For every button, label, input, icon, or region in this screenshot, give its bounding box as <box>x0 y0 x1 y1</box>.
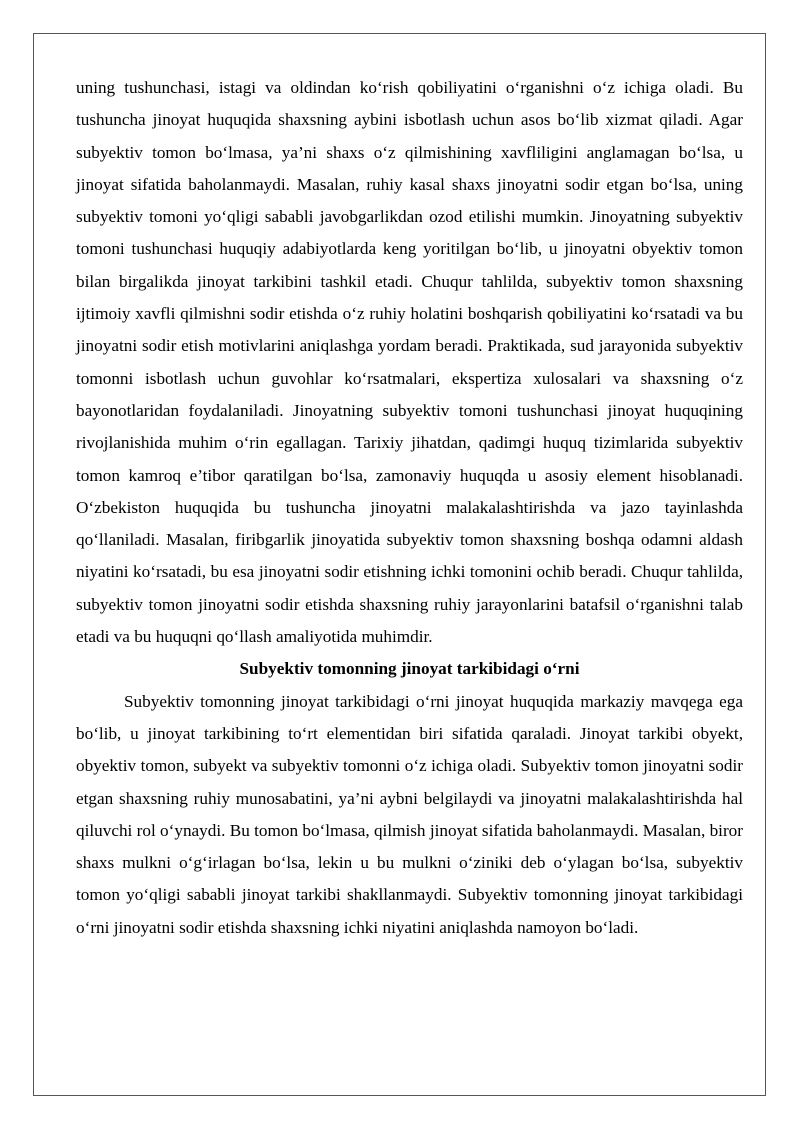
body-paragraph: uning tushunchasi, istagi va oldindan ko‘rish qobiliyatini o‘rganishni o‘z ichiga oladi. Bu tushuncha jinoyat huquqida shaxsning aybini isbotlash uchun asos bo‘lib xizmat qiladi. Agar subyektiv tomon bo‘lmasa, ya’ni shaxs o‘z qilmishining xavfliligini anglamagan bo‘lsa, u jinoyat sifatida baholanmaydi. Masalan, ruhiy kasal shaxs jinoyatni sodir etgan bo‘lsa, uning subyektiv tomoni yo‘qligi sababli javobgarlikdan ozod etilishi mumkin. Jinoyatning subyektiv tomoni tushunchasi huquqiy adabiyotlarda keng yoritilgan bo‘lib, u jinoyatni obyektiv tomon bilan birgalikda jinoyat tarkibini tashkil etadi. Chuqur tahlilda, subyektiv tomon shaxsning ijtimoiy xavfli qilmishni sodir etishda o‘z ruhiy holatini boshqarish qobiliyatini ko‘rsatadi va bu jinoyatni sodir etish motivlarini aniqlashga yordam beradi. Praktikada, sud jarayonida subyektiv tomonni isbotlash uchun guvohlar ko‘rsatmalari, ekspertiza xulosalari va shaxsning o‘z bayonotlaridan foydalaniladi. Jinoyatning subyektiv tomoni tushunchasi jinoyat huquqining rivojlanishida muhim o‘rin egallagan. Tarixiy jihatdan, qadimgi huquq tizimlarida subyektiv tomon kamroq e’tibor qaratilgan bo‘lsa, zamonaviy huquqda u asosiy element hisoblanadi. O‘zbekiston huquqida bu tushuncha jinoyatni malakalashtirishda va jazo tayinlashda qo‘llaniladi. Masalan, firibgarlik jinoyatida subyektiv tomon shaxsning boshqa odamni aldash niyatini ko‘rsatadi, bu esa jinoyatni sodir etishning ichki tomonini ochib beradi. Chuqur tahlilda, subyektiv tomon jinoyatni sodir etishda shaxsning ruhiy jarayonlarini batafsil o‘rganishni talab etadi va bu huquqni qo‘llash amaliyotida muhimdir. <box>76 78 743 647</box>
document-body <box>76 72 743 944</box>
section-heading: Subyektiv tomonning jinoyat tarkibidagi o‘rni <box>239 659 580 679</box>
body-paragraph: Subyektiv tomonning jinoyat tarkibidagi o‘rni jinoyat huquqida markaziy mavqega ega bo‘lib, u jinoyat tarkibining to‘rt elementidan biri sifatida qaraladi. Jinoyat tarkibi obyekt, obyektiv tomon, subyekt va subyektiv tomonni o‘z ichiga oladi. Subyektiv tomon jinoyatni sodir etgan shaxsning ruhiy munosabatini, ya’ni aybni belgilaydi va jinoyatni malakalashtirishda hal qiluvchi rol o‘ynaydi. Bu tomon bo‘lmasa, qilmish jinoyat sifatida baholanmaydi. Masalan, biror shaxs mulkni o‘g‘irlagan bo‘lsa, lekin u bu mulkni o‘ziniki deb o‘ylagan bo‘lsa, subyektiv tomon yo‘qligi sababli jinoyat tarkibi shakllanmaydi. Subyektiv tomonning jinoyat tarkibidagi o‘rni jinoyatni sodir etishda shaxsning ichki niyatini aniqlashda namoyon bo‘ladi. <box>76 691 743 937</box>
